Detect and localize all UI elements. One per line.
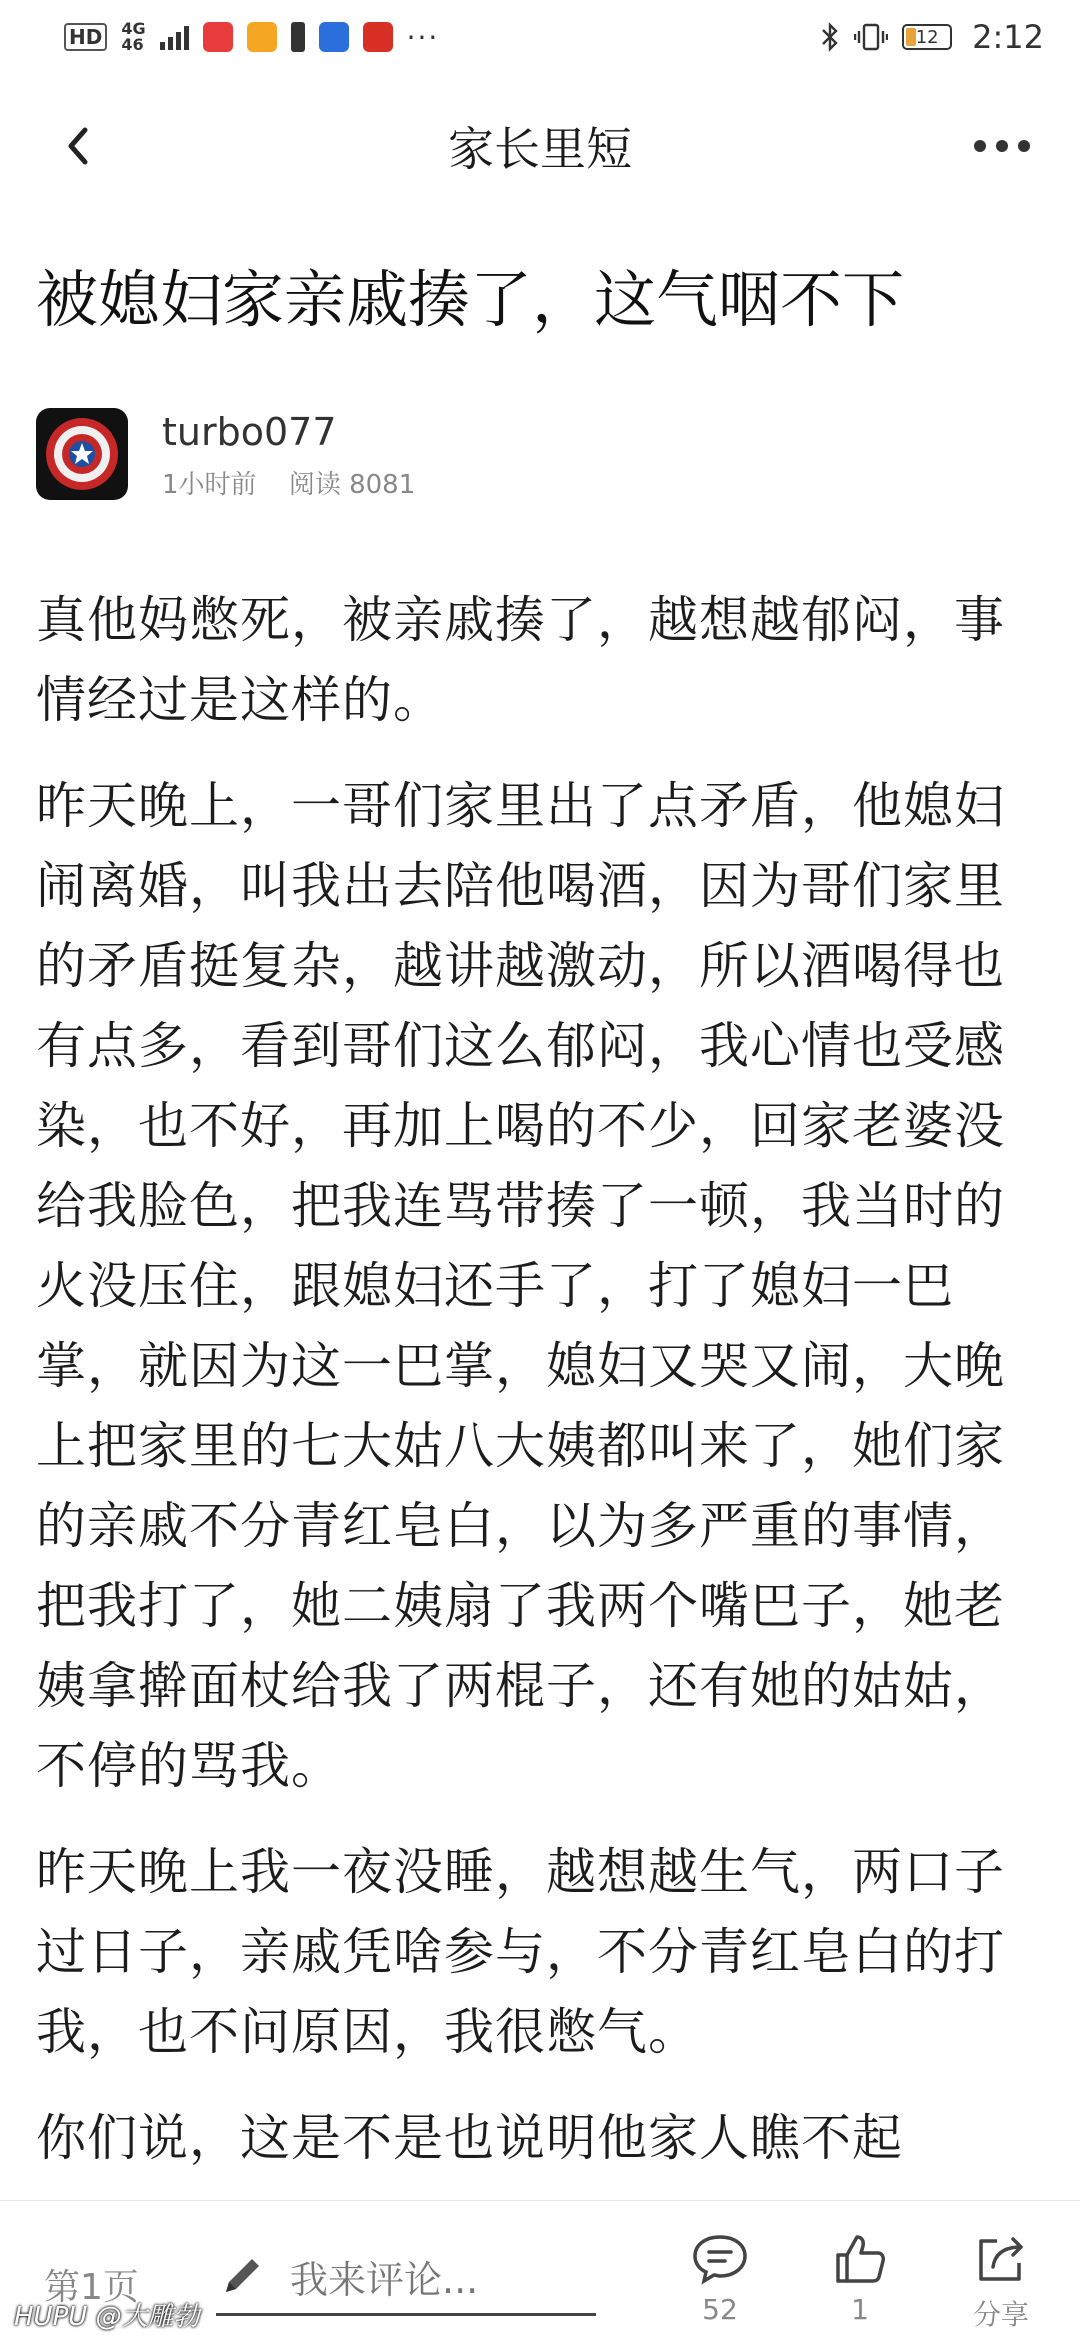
maimai-icon: [319, 22, 349, 52]
huawei-icon: [203, 22, 233, 52]
status-right: [820, 18, 1044, 56]
post-meta: [162, 464, 415, 501]
signal-icon: [160, 24, 189, 50]
comment-input[interactable]: [216, 2239, 596, 2316]
pencil-icon: [216, 2250, 268, 2302]
post-paragraph: 昨天晚上我一夜没睡，越想越生气，两口子过日子，亲戚凭啥参与，不分青红皂白的打我，也不问原因，我很憋气。: [36, 1843, 1005, 2061]
vibrate-icon: [854, 22, 888, 52]
page-number-button[interactable]: 第1页: [44, 2267, 139, 2308]
share-button[interactable]: [946, 2231, 1056, 2333]
captain-shield-icon: [40, 412, 124, 496]
status-bar: [0, 0, 1080, 74]
thumbs-up-icon: [830, 2231, 890, 2287]
hd-badge: HD: [64, 23, 107, 51]
post-paragraph: 真他妈憋死，被亲戚揍了，越想越郁闷，事情经过是这样的。: [36, 591, 1005, 729]
comment-bubble-icon: [690, 2231, 750, 2287]
chevron-left-icon: [63, 124, 93, 168]
page-title: 家长里短: [448, 122, 632, 176]
post-paragraph: 昨天晚上，一哥们家里出了点矛盾，他媳妇闹离婚，叫我出去陪他喝酒，因为哥们家里的矛盾挺复杂，越讲越激动，所以酒喝得也有点多，看到哥们这么郁闷，我心情也受感染，也不好，再加上喝的不少，回家老婆没给我脸色，把我连骂带揍了一顿，我当时的火没压住，跟媳妇还手了，打了媳妇一巴掌，就因为这一巴掌，媳妇又哭又闹，大晚上把家里的七大姑八大姨都叫来了，她们家的亲戚不分青红皂白，以为多严重的事情，把我打了，她二姨扇了我两个嘴巴子，她老姨拿擀面杖给我了两棍子，还有她的姑姑，不停的骂我。: [36, 777, 1005, 1795]
back-button[interactable]: [50, 118, 106, 174]
like-count: 1: [851, 2293, 869, 2326]
author-row: [36, 404, 1036, 504]
post-paragraph: 你们说，这是不是也说明他家人瞧不起: [36, 2109, 903, 2167]
comment-count: 52: [702, 2293, 738, 2326]
notification-icon: [291, 22, 305, 52]
network-type: 4G 46: [121, 19, 146, 54]
more-dots-icon: [972, 138, 1032, 154]
like-button[interactable]: [805, 2231, 915, 2326]
more-options-button[interactable]: [964, 118, 1040, 174]
author-name[interactable]: turbo077: [162, 409, 337, 454]
comments-button[interactable]: [665, 2231, 775, 2326]
watermark: HUPU @大雕勃: [14, 2302, 200, 2332]
chart-app-icon: [363, 22, 393, 52]
bluetooth-icon: [820, 22, 840, 52]
share-label: 分享: [972, 2298, 1029, 2331]
weibo-icon: [247, 22, 277, 52]
top-nav: [0, 96, 1080, 196]
battery-icon: 12: [902, 24, 952, 50]
status-left: [64, 21, 439, 54]
comment-placeholder: 我来评论...: [290, 2257, 479, 2302]
clock: 2:12: [972, 18, 1044, 56]
post-title: 被媳妇家亲戚揍了，这气咽不下: [36, 263, 905, 336]
more-notifications-icon: ···: [406, 20, 440, 54]
post-time: 1小时前: [162, 469, 257, 500]
share-icon: [971, 2231, 1031, 2287]
read-count: 阅读 8081: [288, 469, 416, 500]
author-meta: [162, 408, 415, 501]
avatar[interactable]: [36, 408, 128, 500]
post-body: [36, 580, 1052, 2204]
